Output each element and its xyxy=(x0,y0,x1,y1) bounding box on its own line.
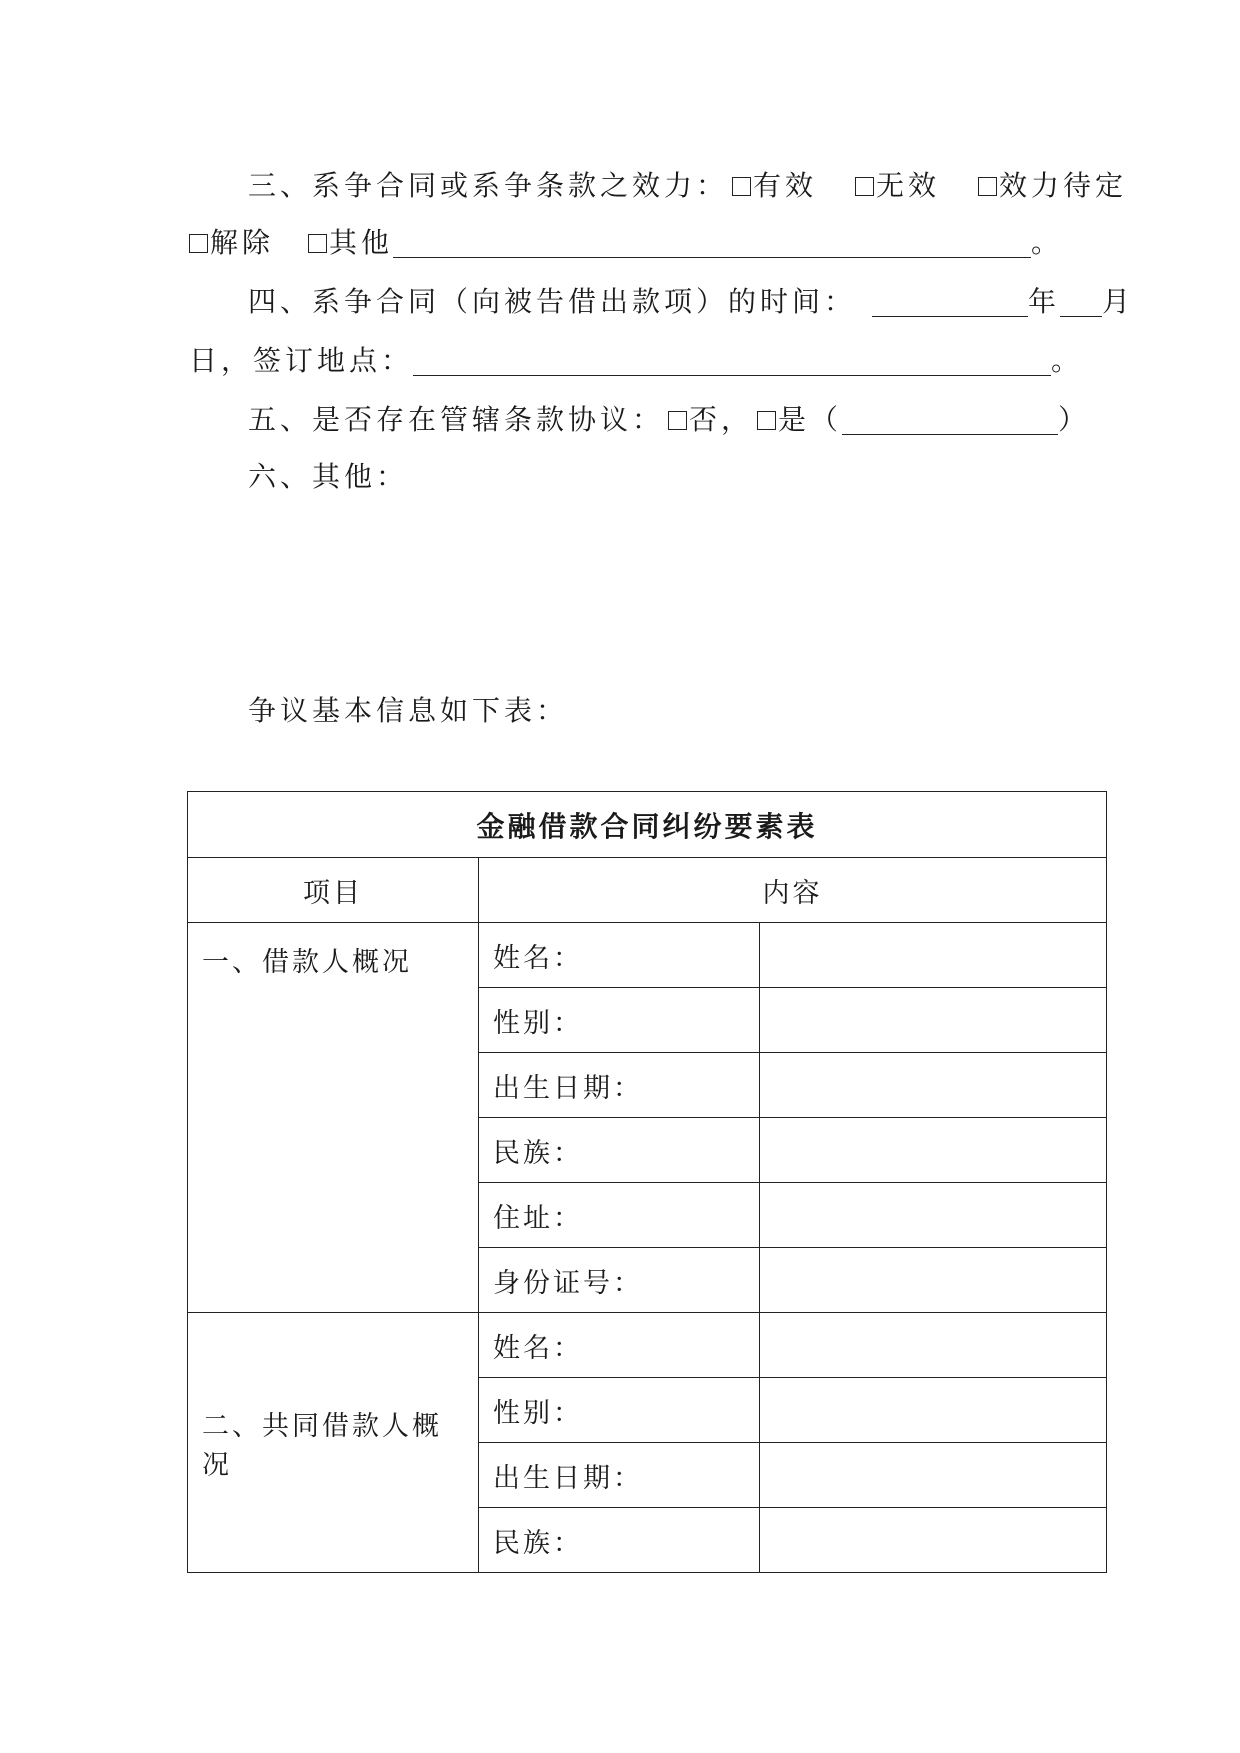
other-label: 六、其他： xyxy=(248,460,409,493)
checkbox-yes[interactable] xyxy=(757,411,776,430)
clause-jurisdiction xyxy=(248,400,1090,440)
field-label: 出生日期： xyxy=(479,1053,760,1118)
checkbox-invalid[interactable] xyxy=(855,177,874,196)
checkbox-other[interactable] xyxy=(308,234,327,253)
field-label: 民族： xyxy=(479,1508,760,1573)
header-item: 项目 xyxy=(188,858,479,923)
field-value[interactable] xyxy=(760,1248,1107,1313)
field-label: 性别： xyxy=(479,1378,760,1443)
option-pending: 效力待定 xyxy=(999,169,1128,202)
option-valid: 有效 xyxy=(753,169,818,202)
year-blank[interactable] xyxy=(872,288,1028,317)
jurisdiction-blank[interactable] xyxy=(842,406,1058,435)
field-value[interactable] xyxy=(760,1053,1107,1118)
checkbox-pending[interactable] xyxy=(978,177,997,196)
header-content: 内容 xyxy=(479,858,1107,923)
month-blank[interactable] xyxy=(1060,288,1102,317)
field-label: 身份证号： xyxy=(479,1248,760,1313)
clause-validity xyxy=(248,166,1127,206)
place-label: 签订地点： xyxy=(253,344,414,377)
option-invalid: 无效 xyxy=(876,169,941,202)
jurisdiction-label: 五、是否存在管辖条款协议： xyxy=(248,403,665,436)
time-end: 。 xyxy=(1051,344,1084,377)
month-label: 月 xyxy=(1102,285,1135,318)
option-rescinded: 解除 xyxy=(210,226,275,259)
option-yes: 是（ xyxy=(778,403,843,436)
clause-time-cont xyxy=(189,341,1083,381)
option-no: 否， xyxy=(689,403,754,436)
clause-validity-cont xyxy=(187,223,1063,263)
intro-text: 争议基本信息如下表： xyxy=(248,694,569,727)
section-borrower: 一、借款人概况 xyxy=(188,923,479,1313)
year-label: 年 xyxy=(1028,285,1061,318)
table-title: 金融借款合同纠纷要素表 xyxy=(188,792,1107,858)
field-value[interactable] xyxy=(760,1443,1107,1508)
clause-time xyxy=(248,282,1134,322)
field-value[interactable] xyxy=(760,988,1107,1053)
checkbox-valid[interactable] xyxy=(732,177,751,196)
option-other: 其他 xyxy=(329,226,394,259)
field-label: 性别： xyxy=(479,988,760,1053)
field-label: 住址： xyxy=(479,1183,760,1248)
field-value[interactable] xyxy=(760,1508,1107,1573)
field-value[interactable] xyxy=(760,1118,1107,1183)
table-row xyxy=(188,1313,1107,1378)
time-label: 四、系争合同（向被告借出款项）的时间： xyxy=(248,285,857,318)
day-label: 日， xyxy=(189,344,254,377)
field-value[interactable] xyxy=(760,923,1107,988)
other-blank[interactable] xyxy=(393,229,1031,258)
validity-label: 三、系争合同或系争条款之效力： xyxy=(248,169,729,202)
field-label: 民族： xyxy=(479,1118,760,1183)
field-label: 姓名： xyxy=(479,1313,760,1378)
table-row xyxy=(188,923,1107,988)
field-label: 姓名： xyxy=(479,923,760,988)
field-label: 出生日期： xyxy=(479,1443,760,1508)
element-table xyxy=(187,791,1107,1573)
field-value[interactable] xyxy=(760,1378,1107,1443)
checkbox-rescinded[interactable] xyxy=(189,234,208,253)
field-value[interactable] xyxy=(760,1183,1107,1248)
field-value[interactable] xyxy=(760,1313,1107,1378)
table-header-row xyxy=(188,858,1107,923)
place-blank[interactable] xyxy=(413,347,1051,376)
checkbox-no[interactable] xyxy=(668,411,687,430)
table-intro xyxy=(248,691,568,731)
validity-end: 。 xyxy=(1031,226,1064,259)
clause-other xyxy=(248,457,408,497)
table-title-row xyxy=(188,792,1107,858)
jurisdiction-close: ） xyxy=(1058,403,1091,436)
section-co-borrower: 二、共同借款人概况 xyxy=(188,1313,479,1573)
